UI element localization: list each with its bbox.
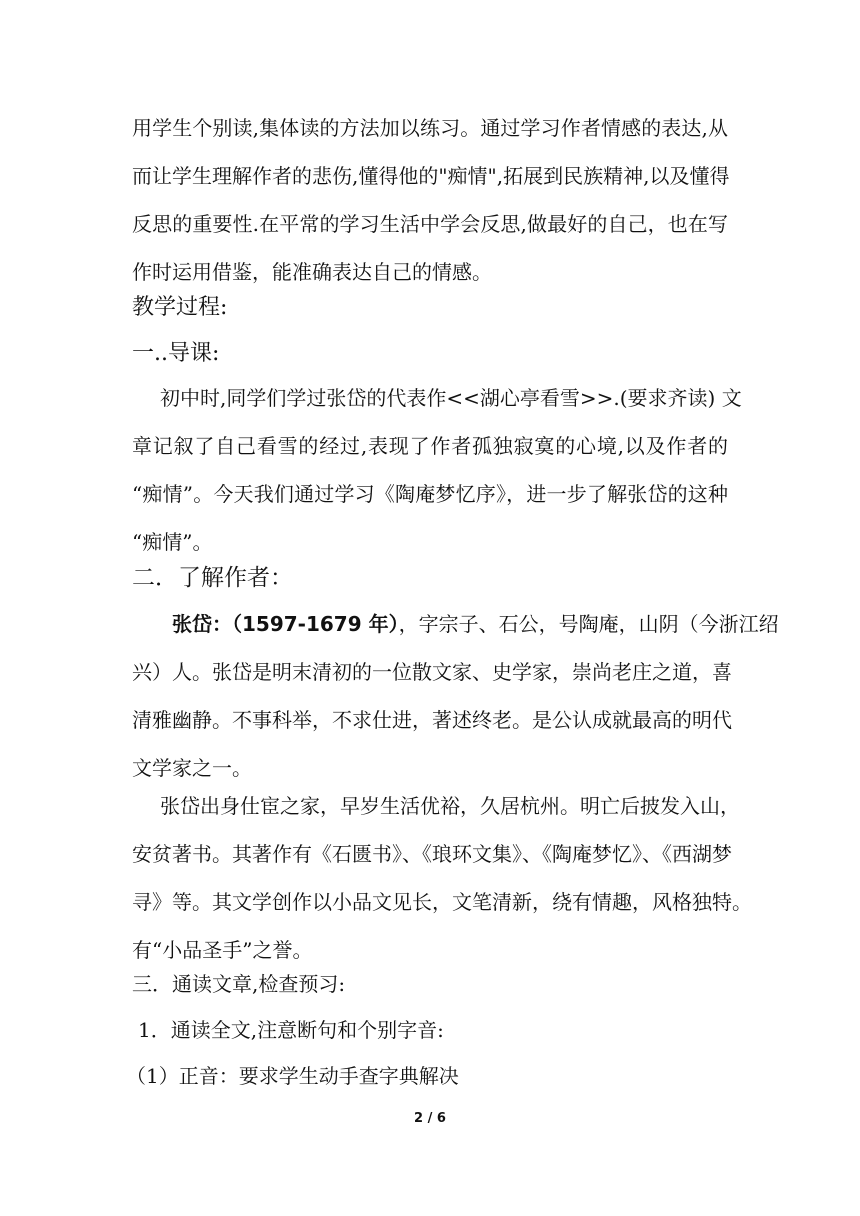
author-line: 文学家之一。 <box>132 756 252 780</box>
intro-line: 而让学生理解作者的悲伤,懂得他的"痴情",拓展到民族精神,以及懂得 <box>132 164 730 188</box>
list-item-1: 1．通读全文,注意断句和个别字音: <box>138 1018 444 1042</box>
bio-line: 有“小品圣手”之誉。 <box>132 938 313 962</box>
intro-paragraph <box>132 104 728 296</box>
list-item-1-1: （1）正音：要求学生动手查字典解决 <box>126 1064 459 1088</box>
bio-line: 安贫著书。其著作有《石匮书》、《琅环文集》、《陶庵梦忆》、《西湖梦 <box>132 842 732 866</box>
intro-line: 反思的重要性.在平常的学习生活中学会反思,做最好的自己，也在写 <box>132 212 728 236</box>
heading-section-3: 三．通读文章,检查预习: <box>132 972 346 996</box>
author-line-text: ，字宗子、石公，号陶庵，山阴（今浙江绍 <box>398 612 779 636</box>
bio-paragraph <box>132 782 752 974</box>
heading-section-2: 二．了解作者： <box>132 565 293 591</box>
intro-line: 用学生个别读,集体读的方法加以练习。通过学习作者情感的表达,从 <box>132 116 728 140</box>
page-number: 2 / 6 <box>414 1111 446 1126</box>
bio-line: 寻》等。其文学创作以小品文见长，文笔清新，绕有情趣，风格独特。 <box>132 890 752 914</box>
heading-teaching-process: 教学过程: <box>132 295 228 320</box>
author-name-label: 张岱：（1597-1679 年） <box>172 612 399 636</box>
daoke-paragraph <box>132 374 742 566</box>
bio-line: 张岱出身仕宦之家，早岁生活优裕，久居杭州。明亡后披发入山， <box>160 794 740 818</box>
daoke-line: “痴情”。 <box>132 530 213 554</box>
heading-section-1: 一..导课: <box>132 341 220 366</box>
intro-line: 作时运用借鉴，能准确表达自己的情感。 <box>132 260 492 284</box>
author-paragraph <box>132 600 779 792</box>
daoke-line: 章记叙了自己看雪的经过,表现了作者孤独寂寞的心境,以及作者的 <box>132 434 728 458</box>
author-line: 清雅幽静。不事科举，不求仕进，著述终老。是公认成就最高的明代 <box>132 708 732 732</box>
author-line: 兴）人。张岱是明末清初的一位散文家、史学家，崇尚老庄之道，喜 <box>132 660 732 684</box>
daoke-line: “痴情”。今天我们通过学习《陶庵梦忆序》，进一步了解张岱的这种 <box>132 482 728 506</box>
daoke-line: 初中时,同学们学过张岱的代表作<<湖心亭看雪>>.(要求齐读) 文 <box>160 386 742 410</box>
author-line <box>132 600 779 648</box>
